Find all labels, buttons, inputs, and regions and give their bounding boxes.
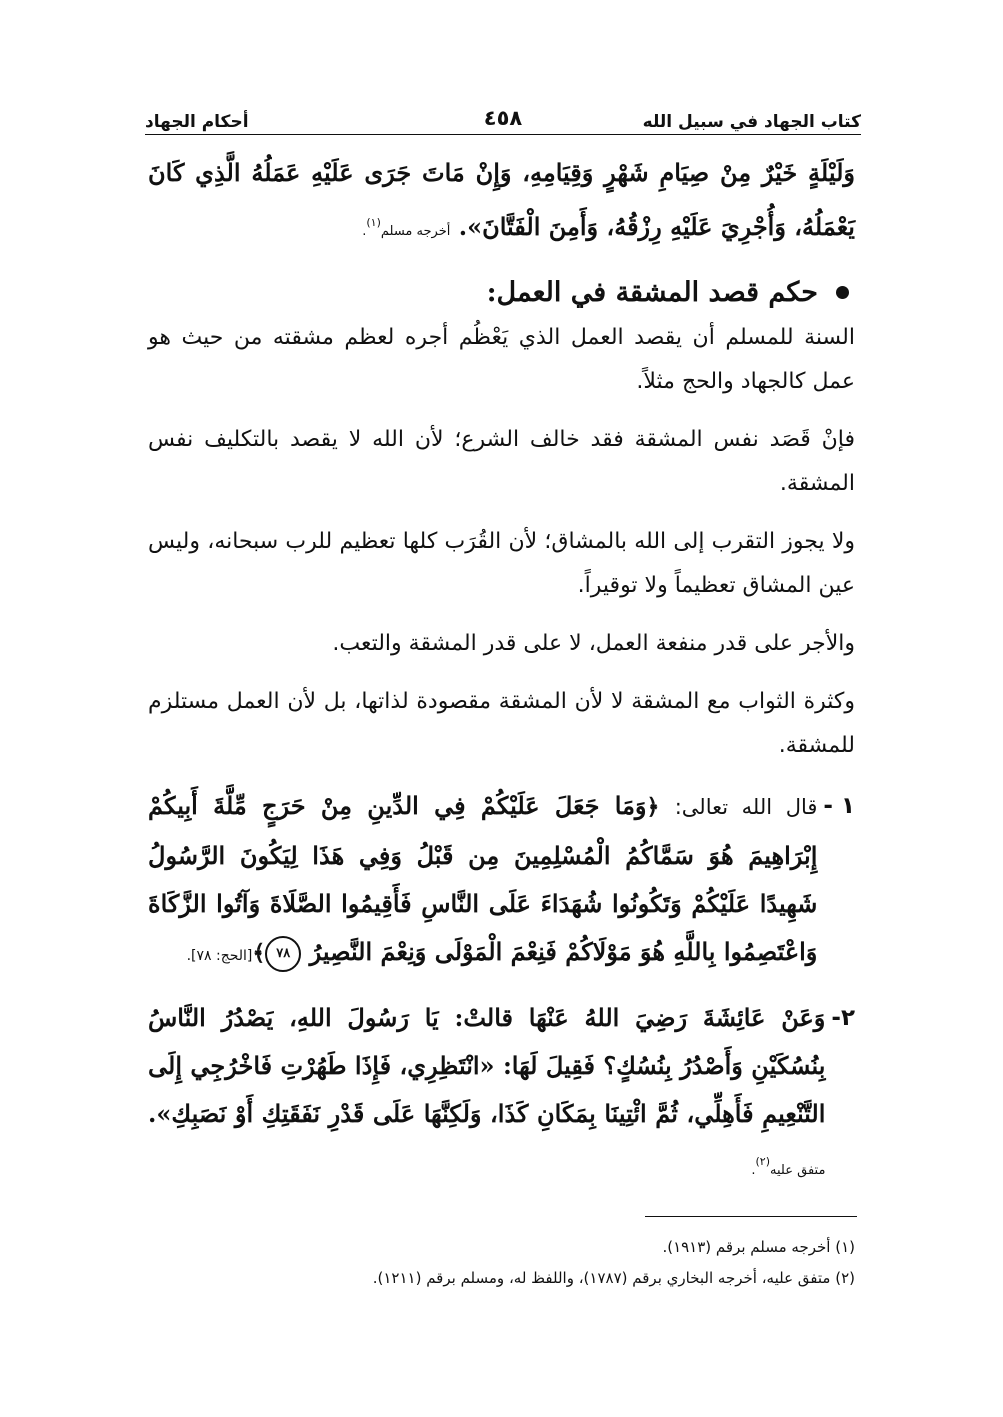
verse-intro: قال الله تعالى:	[674, 795, 818, 819]
item-number: ١ -	[823, 793, 855, 819]
hadith-block: وَعَنْ عَائِشَةَ رَضِيَ اللهُ عَنْهَا قالتْ: يَا رَسُولَ اللهِ، يَصْدُرُ النَّاسُ بِنُسُكَيْنِ وَأَصْدُرُ بِنُسُكٍ؟ فَقِيلَ لَهَا: «انْتَظِرِي، فَإِذَا طَهُرْتِ فَاخْرُجِي إِلَى التَّنْعِيمِ فَأَهِلِّي، ثُمَّ ائْتِينَا بِمَكَانِ كَذَا، وَلَكِنَّهَا عَلَى قَدْرِ نَفَقَتِكِ أَوْ نَصَبِكِ». متفق عليه$^{(٢)}$.	[148, 1003, 826, 1178]
ornate-bracket-close: ﴾	[252, 941, 266, 966]
footnotes	[148, 1232, 855, 1294]
footnote-2: (٢) متفق عليه، أخرجه البخاري برقم (١٧٨٧)، واللفظ له، ومسلم برقم (١٢١١).	[372, 1269, 855, 1287]
evidence-item-1	[148, 782, 855, 980]
bullet-icon	[836, 286, 849, 299]
hadith-text: وَعَنْ عَائِشَةَ رَضِيَ اللهُ عَنْهَا قالتْ: يَا رَسُولَ اللهِ، يَصْدُرُ النَّاسُ بِنُسُكَيْنِ وَأَصْدُرُ بِنُسُكٍ؟ فَقِيلَ لَهَا: «انْتَظِرِي، فَإِذَا طَهُرْتِ فَاخْرُجِي إِلَى التَّنْعِيمِ فَأَهِلِّي، ثُمَّ ائْتِينَا بِمَكَانِ كَذَا، وَلَكِنَّهَا عَلَى قَدْرِ نَفَقَتِكِ أَوْ نَصَبِكِ».	[148, 1003, 826, 1128]
page-body	[148, 142, 855, 1195]
hadith-text: وَلَيْلَةٍ خَيْرٌ مِنْ صِيَامِ شَهْرٍ وَقِيَامِهِ، وَإِنْ مَاتَ جَرَى عَلَيْهِ عَمَلُهُ الَّذِي كَانَ يَعْمَلُهُ، وَأُجْرِيَ عَلَيْهِ رِزْقُهُ، وَأَمِنَ الْفَتَّانَ».	[148, 158, 855, 241]
verse-text: وَمَا جَعَلَ عَلَيْكُمْ فِي الدِّينِ مِنْ حَرَجٍ مِّلَّةَ أَبِيكُمْ إِبْرَاهِيمَ هُوَ سَمَّاكُمُ الْمُسْلِمِينَ مِن قَبْلُ وَفِي هَذَا لِيَكُونَ الرَّسُولُ شَهِيدًا عَلَيْكُمْ وَتَكُونُوا شُهَدَاءَ عَلَى النَّاسِ فَأَقِيمُوا الصَّلَاةَ وَآتُوا الزَّكَاةَ وَاعْتَصِمُوا بِاللَّهِ هُوَ مَوْلَاكُمْ فَنِعْمَ الْمَوْلَى وَنِعْمَ النَّصِيرُ	[148, 791, 818, 966]
evidence-item-2	[148, 994, 855, 1195]
section-heading	[148, 277, 855, 308]
header-rule	[145, 134, 861, 135]
book-title: كتاب الجهاد في سبيل الله	[642, 112, 861, 132]
footnote-ref-1: (١)	[366, 216, 381, 229]
section-title: أحكام الجهاد	[145, 112, 249, 132]
footnote-ref-2: (٢)	[755, 1155, 771, 1168]
footnote-separator	[645, 1216, 857, 1217]
hadith-continuation: وَلَيْلَةٍ خَيْرٌ مِنْ صِيَامِ شَهْرٍ وَقِيَامِهِ، وَإِنْ مَاتَ جَرَى عَلَيْهِ عَمَلُهُ الَّذِي كَانَ يَعْمَلُهُ، وَأُجْرِيَ عَلَيْهِ رِزْقُهُ، وَأَمِنَ الْفَتَّانَ». أخرجه مسلم$^{(١)}$.	[148, 158, 855, 241]
section-heading-text: حكم قصد المشقة في العمل:	[486, 277, 818, 308]
paragraph: وكثرة الثواب مع المشقة لا لأن المشقة مقصودة لذاتها، بل لأن العمل مستلزم للمشقة.	[148, 689, 855, 758]
running-header	[145, 98, 861, 132]
hadith-source: متفق عليه	[770, 1163, 826, 1178]
ornate-bracket-open: ﴿	[646, 795, 660, 820]
paragraph: ولا يجوز التقرب إلى الله بالمشاق؛ لأن القُرَب كلها تعظيم للرب سبحانه، وليس عين المشاق تعظيماً ولا توقيراً.	[148, 529, 855, 598]
paragraph: السنة للمسلم أن يقصد العمل الذي يَعْظُم أجره لعظم مشقته من حيث هو عمل كالجهاد والحج مثلاً.	[148, 325, 855, 394]
ayah-number-icon: ٧٨	[265, 936, 301, 972]
verse-reference: [الحج: ٧٨].	[186, 948, 253, 964]
quran-verse-block	[148, 782, 817, 980]
page-number: ٤٥٨	[483, 106, 523, 130]
hadith-source: أخرجه مسلم	[380, 224, 451, 239]
item-number: ٢-	[831, 1005, 855, 1031]
paragraph: فإنْ قَصَد نفس المشقة فقد خالف الشرع؛ لأن الله لا يقصد بالتكليف نفس المشقة.	[148, 427, 855, 496]
paragraph: والأجر على قدر منفعة العمل، لا على قدر المشقة والتعب.	[332, 631, 855, 656]
footnote-1: (١) أخرجه مسلم برقم (١٩١٣).	[662, 1238, 855, 1256]
